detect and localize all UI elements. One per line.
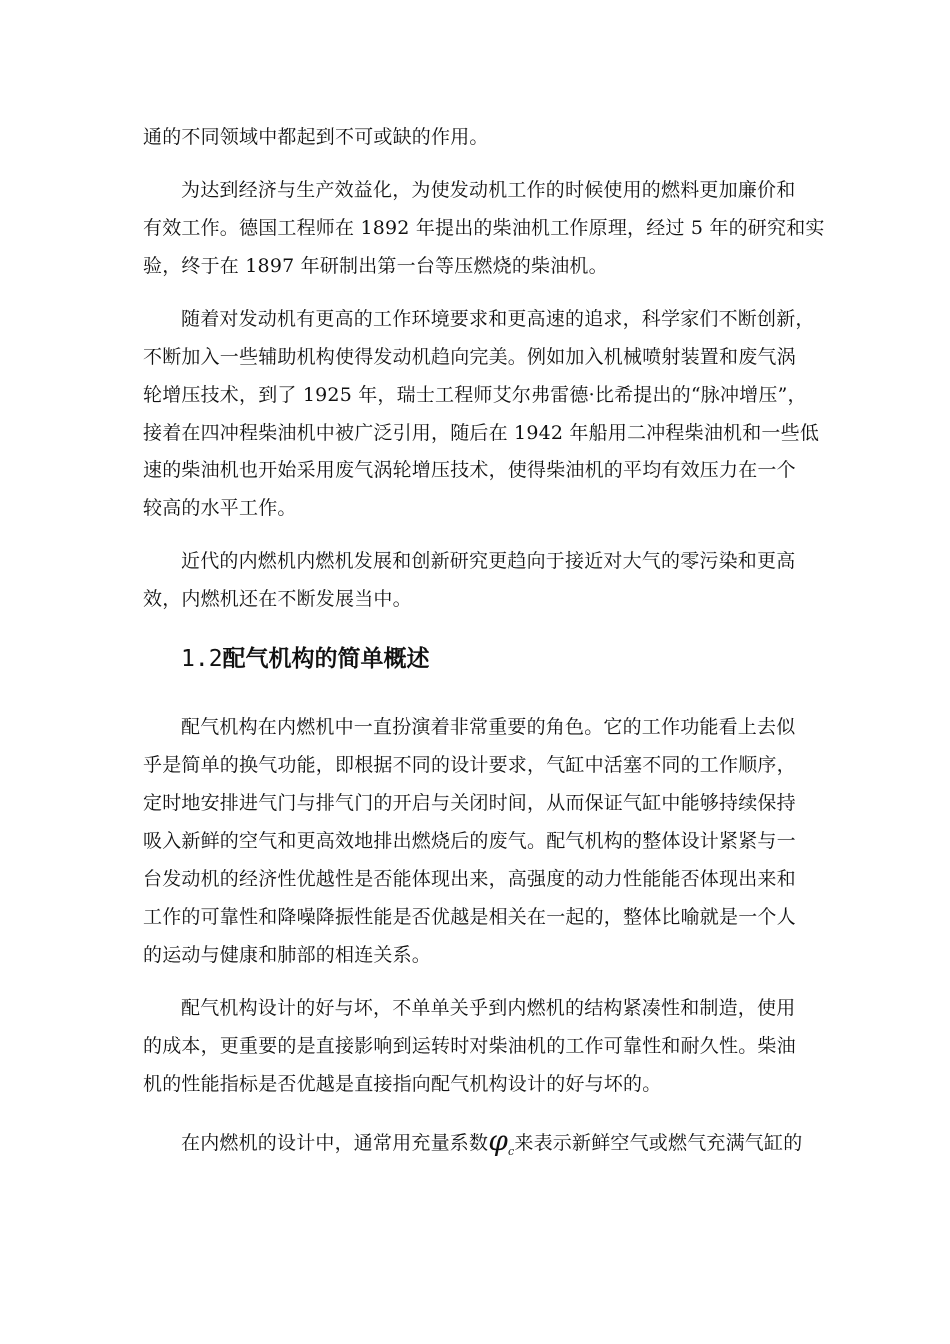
text-line: 定时地安排进气门与排气门的开启与关闭时间，从而保证气缸中能够持续保持 bbox=[143, 792, 796, 814]
section-number: 1.2 bbox=[181, 646, 223, 672]
text-line: 较高的水平工作。 bbox=[143, 497, 297, 519]
text-line: 验，终于在 1897 年研制出第一台等压燃烧的柴油机。 bbox=[143, 255, 608, 277]
text-line: 速的柴油机也开始采用废气涡轮增压技术，使得柴油机的平均有效压力在一个 bbox=[143, 459, 796, 481]
text-line: 的成本，更重要的是直接影响到运转时对柴油机的工作可靠性和耐久性。柴油 bbox=[143, 1035, 796, 1057]
text-line: 工作的可靠性和降噪降振性能是否优越是相关在一起的，整体比喻就是一个人 bbox=[143, 906, 796, 928]
text-fragment: 在内燃机的设计中，通常用充量系数 bbox=[181, 1132, 489, 1154]
text-line-with-formula bbox=[181, 1124, 813, 1165]
text-line: 效，内燃机还在不断发展当中。 bbox=[143, 588, 412, 610]
text-line: 吸入新鲜的空气和更高效地排出燃烧后的废气。配气机构的整体设计紧紧与一 bbox=[143, 830, 796, 852]
section-heading bbox=[181, 644, 430, 674]
charge-coefficient-symbol: φ bbox=[488, 1124, 509, 1157]
text-line: 近代的内燃机内燃机发展和创新研究更趋向于接近对大气的零污染和更高 bbox=[181, 550, 796, 572]
text-line: 配气机构在内燃机中一直扮演着非常重要的角色。它的工作功能看上去似 bbox=[181, 716, 796, 738]
text-line: 机的性能指标是否优越是直接指向配气机构设计的好与坏的。 bbox=[143, 1073, 662, 1095]
text-line: 随着对发动机有更高的工作环境要求和更高速的追求，科学家们不断创新， bbox=[181, 308, 815, 330]
text-line: 的运动与健康和肺部的相连关系。 bbox=[143, 944, 432, 966]
section-title: 配气机构的简单概述 bbox=[222, 646, 430, 672]
text-line: 乎是简单的换气功能，即根据不同的设计要求，气缸中活塞不同的工作顺序， bbox=[143, 754, 796, 776]
text-line: 为达到经济与生产效益化，为使发动机工作的时候使用的燃料更加廉价和 bbox=[181, 179, 796, 201]
text-fragment: 来表示新鲜空气或燃气充满气缸的 bbox=[514, 1132, 803, 1154]
text-line: 不断加入一些辅助机构使得发动机趋向完美。例如加入机械喷射装置和废气涡 bbox=[143, 346, 796, 368]
text-line: 台发动机的经济性优越性是否能体现出来，高强度的动力性能能否体现出来和 bbox=[143, 868, 796, 890]
text-line: 配气机构设计的好与坏，不单单关乎到内燃机的结构紧凑性和制造，使用 bbox=[181, 997, 796, 1019]
text-line: 接着在四冲程柴油机中被广泛引用，随后在 1942 年船用二冲程柴油机和一些低 bbox=[143, 422, 820, 444]
charge-coefficient-subscript: c bbox=[508, 1145, 515, 1158]
text-line: 通的不同领域中都起到不可或缺的作用。 bbox=[143, 126, 489, 148]
text-line: 有效工作。德国工程师在 1892 年提出的柴油机工作原理，经过 5 年的研究和实 bbox=[143, 217, 825, 239]
text-line: 轮增压技术，到了 1925 年，瑞士工程师艾尔弗雷德·比希提出的“脉冲增压”， bbox=[143, 384, 807, 406]
